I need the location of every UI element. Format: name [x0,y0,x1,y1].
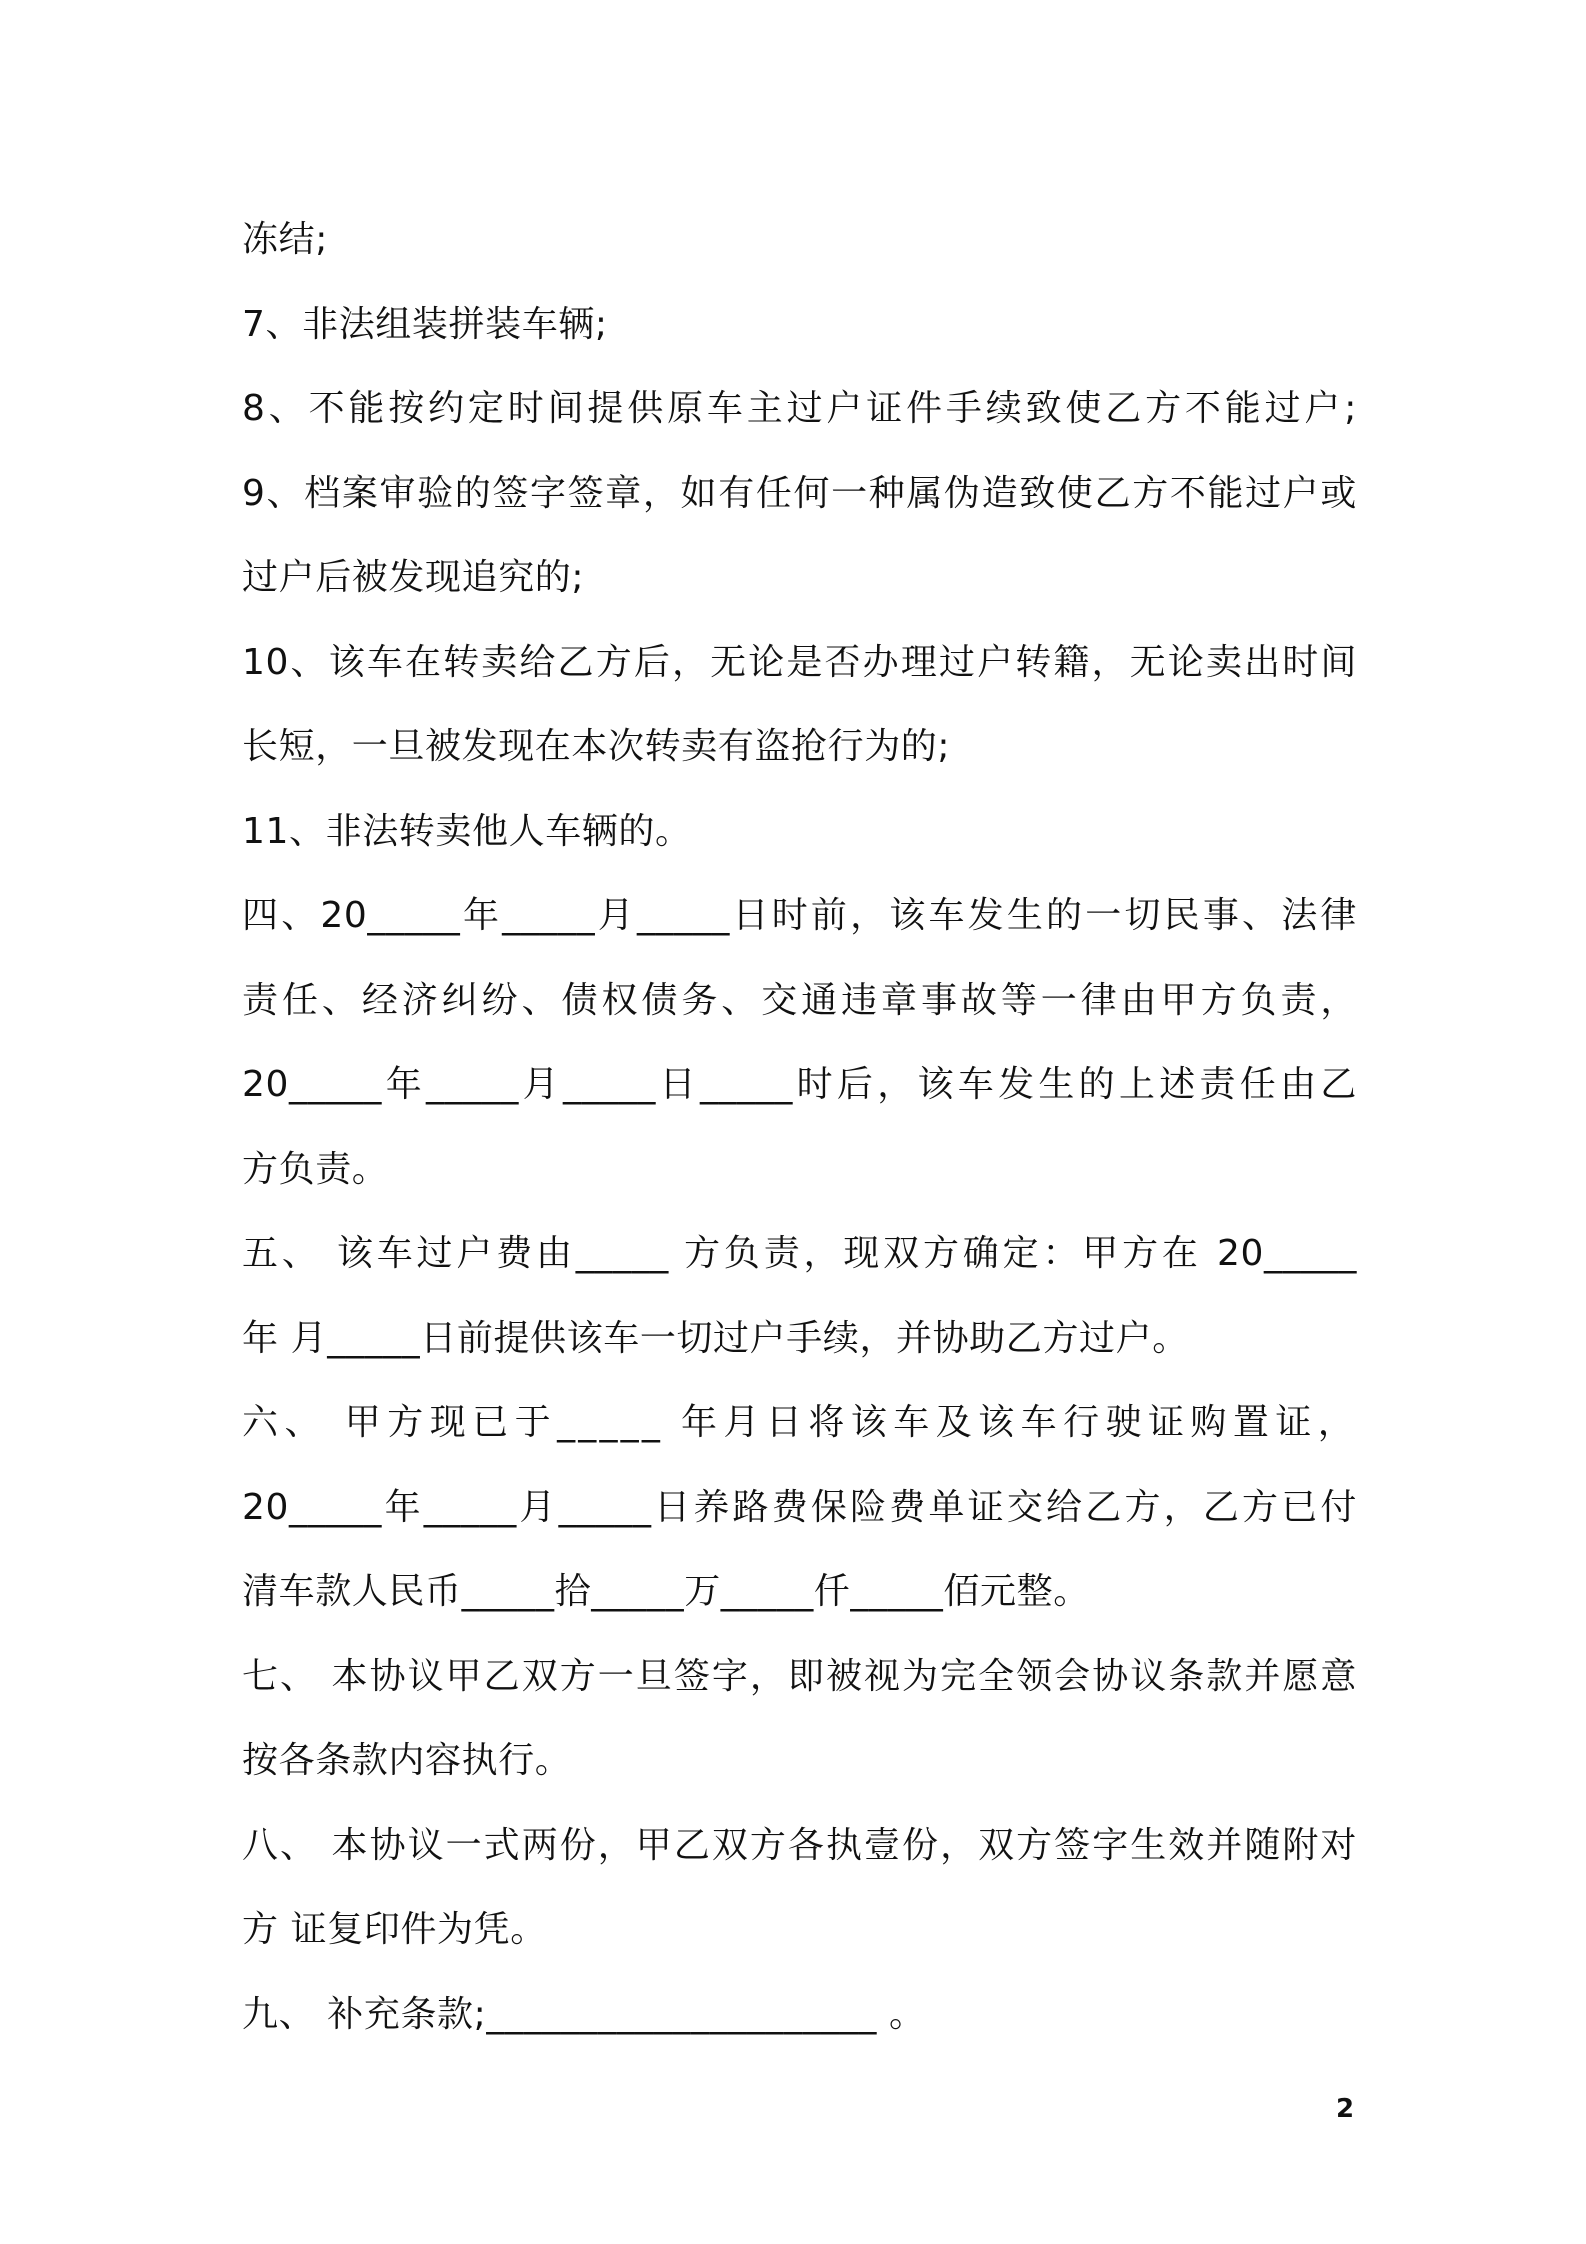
text-line: 8、不能按约定时间提供原车主过户证件手续致使乙方不能过户; [242,388,1357,429]
text-line: 长短，一旦被发现在本次转卖有盗抢行为的; [242,726,951,767]
text-line: 年 月_____日前提供该车一切过户手续，并协助乙方过户。 [242,1317,1189,1359]
text-line: 八、 本协议一式两份，甲乙双方各执壹份，双方签字生效并随附对 [242,1824,1357,1866]
text-line: 20_____年_____月_____日_____时后，该车发生的上述责任由乙 [242,1064,1357,1105]
text-line: 五、 该车过户费由_____ 方负责，现双方确定：甲方在 20_____ [242,1233,1357,1274]
document-body [242,198,1357,2057]
text-line: 过户后被发现追究的; [242,557,585,598]
text-line: 10、该车在转卖给乙方后，无论是否办理过户转籍，无论卖出时间 [242,641,1357,683]
page-number: 2 [1336,2094,1355,2124]
text-line: 清车款人民币_____拾_____万_____仟_____佰元整。 [242,1571,1090,1612]
text-line: 六、 甲方现已于_____ 年月日将该车及该车行驶证购置证， [242,1402,1357,1443]
text-line: 方 证复印件为凭。 [242,1909,547,1950]
text-line: 四、20_____年_____月_____日时前，该车发生的一切民事、法律 [242,895,1357,936]
text-line: 冻结; [242,219,328,260]
text-line: 20_____年_____月_____日养路费保险费单证交给乙方，乙方已付 [242,1486,1357,1528]
text-line: 九、 补充条款;_____________________ 。 [242,1993,926,2035]
text-line: 七、 本协议甲乙双方一旦签字，即被视为完全领会协议条款并愿意 [242,1655,1357,1697]
text-line: 7、非法组装拼装车辆; [242,303,608,345]
text-line: 按各条款内容执行。 [242,1740,572,1781]
text-line: 11、非法转卖他人车辆的。 [242,810,692,852]
text-line: 9、档案审验的签字签章，如有任何一种属伪造致使乙方不能过户或 [242,472,1357,514]
text-line: 方负责。 [242,1148,389,1190]
text-line: 责任、经济纠纷、债权债务、交通违章事故等一律由甲方负责， [242,979,1357,1021]
